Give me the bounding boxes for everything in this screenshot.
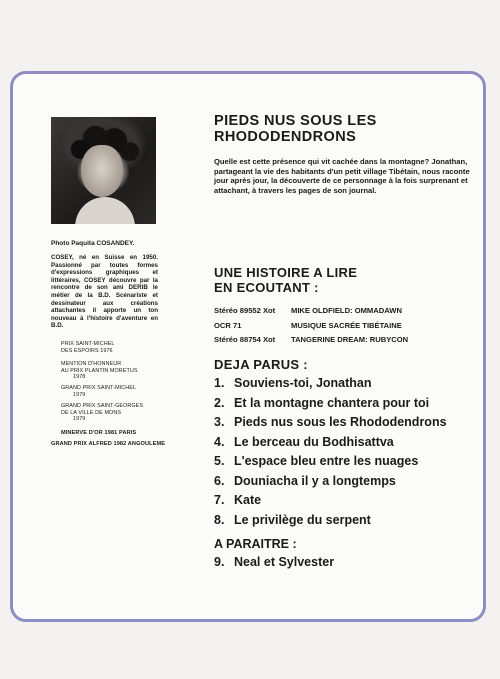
recordings-list bbox=[214, 306, 408, 350]
published-heading: DEJA PARUS : bbox=[214, 357, 308, 372]
intro-text: Quelle est cette présence qui vit cachée dans la montagne? Jonathan, partageant la vie des habitants d'un petit village Tibétain, nous raconte jour après jour, la découverte de ce personnage à la fois surprenant et attachant, à travers les pages de son journal. bbox=[214, 157, 470, 195]
prize-1: PRIX SAINT-MICHEL DES ESPOIRS 1976 bbox=[61, 341, 115, 354]
prize-4: GRAND PRIX SAINT-GEORGES DE LA VILLE DE MONS 1979 bbox=[61, 403, 144, 422]
published-list bbox=[214, 376, 447, 532]
list-item: 8. Le privilège du serpent bbox=[214, 512, 371, 527]
prize-6: GRAND PRIX ALFRED 1982 ANGOULEME bbox=[51, 441, 166, 447]
recording-row: Stéréo 88754 Xot TANGERINE DREAM: RUBYCON bbox=[214, 335, 409, 344]
prize-3: GRAND PRIX SAINT-MICHEL 1979 bbox=[61, 385, 137, 398]
list-item: 9. Neal et Sylvester bbox=[214, 555, 335, 569]
author-photo bbox=[51, 117, 156, 224]
list-item: 3. Pieds nus sous les Rhododendrons bbox=[214, 415, 447, 429]
prize-5: MINERVE D'OR 1981 PARIS bbox=[61, 430, 137, 436]
list-item: 2. Et la montagne chantera pour toi bbox=[214, 395, 430, 410]
recording-row: Stéréo 89552 Xot MIKE OLDFIELD: OMMADAWN bbox=[214, 306, 402, 315]
list-item: 1. Souviens-toi, Jonathan bbox=[214, 376, 372, 390]
upcoming-list bbox=[214, 555, 334, 569]
upcoming-heading: A PARAITRE : bbox=[214, 537, 297, 551]
list-item: 7. Kate bbox=[214, 493, 262, 507]
listen-heading: UNE HISTOIRE A LIRE EN ECOUTANT : bbox=[214, 265, 358, 295]
author-bio: COSEY, né en Suisse en 1950. Passionné par toutes formes d'expressions graphiques et littéraires, COSEY découvre par la rencontre de son ami DERIB le métier de la B.D. Scénariste et dessinateur aux créations attachantes il apporte un ton nouveau à l'histoire d'aventure en B.D. bbox=[51, 254, 158, 330]
list-item: 6. Douniacha il y a longtemps bbox=[214, 473, 396, 488]
photo-credit: Photo Paquita COSANDEY. bbox=[51, 240, 135, 247]
recording-row: OCR 71 MUSIQUE SACRÉE TIBÉTAINE bbox=[214, 320, 402, 330]
page-title: PIEDS NUS SOUS LES RHODODENDRONS bbox=[214, 113, 377, 145]
list-item: 4. Le berceau du Bodhisattva bbox=[214, 434, 394, 449]
prize-2: MENTION D'HONNEUR AU PRIX PLANTIN MORETUS 1978 bbox=[61, 361, 138, 380]
list-item: 5. L'espace bleu entre les nuages bbox=[214, 454, 419, 468]
